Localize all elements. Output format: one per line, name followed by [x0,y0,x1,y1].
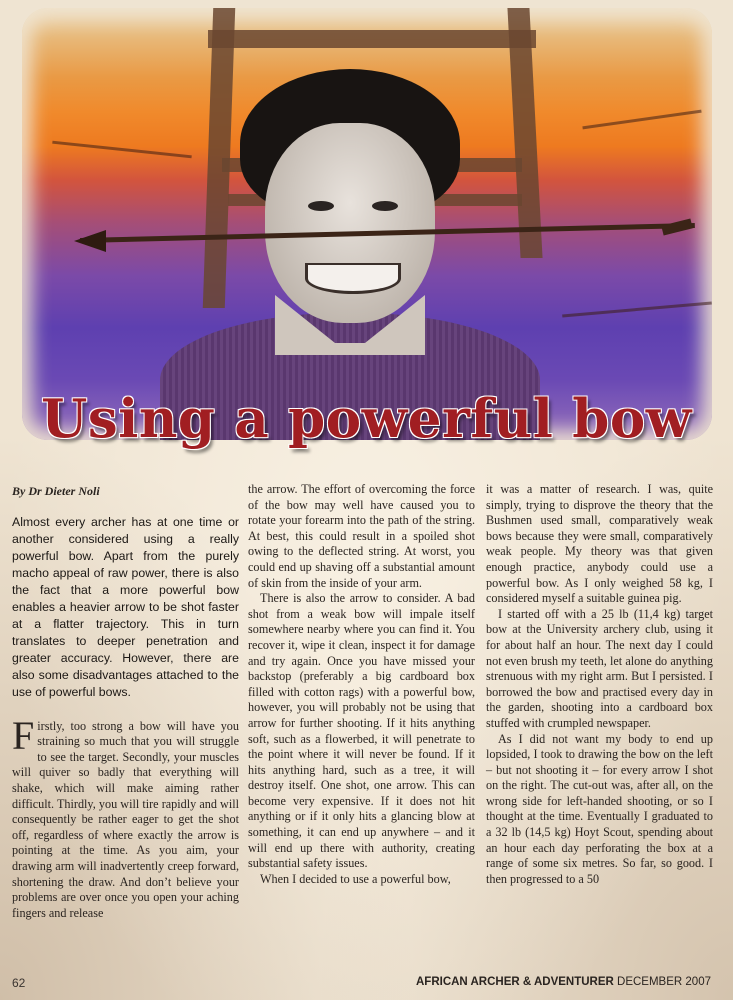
body-paragraph: the arrow. The effort of overcoming the force of the bow may well have caused you to rotate your forearm into the path of the string. At best, this could result in a spoiled shot owing to the deflected string. At worst, you could end up shaving off a substantial amount of skin from the inside of your arm. [248,482,475,590]
magazine-footer [416,976,711,988]
body-paragraph: As I did not want my body to end up lopsided, I took to drawing the bow on the left – but not shooting it – for every arrow I shot on the right. The cut-out was, after all, on the wrong side for left-handed shooting, or so I thought at the time. Eventually I graduated to a 32 lb (14,5 kg) Hoyt Scout, spending about an hour each day perforating the box at a range of some six metres. So far, so good. I then progressed to a 50 [486,731,713,886]
body-paragraph [12,712,239,922]
hero-photo [22,8,712,440]
floor-board-line [562,301,712,317]
arrow-fletching [661,219,693,236]
body-text: irstly, too strong a bow will have you straining so much that you will struggle to see the target. Secondly, your muscles will quiver so badly that everything will shake, which will make aiming rather difficult. Thirdly, you will tire rapidly and will consequently be rather eager to get the shot off, regardless of where exactly the arrow is pointing at the time. As you aim, your drawing arm will inadvertently creep forward, shortening the draw. And don’t believe your problems are over once you open your aching fingers and release [12,718,239,920]
issue-date: DECEMBER 2007 [617,976,711,988]
smile [305,263,401,294]
floor-board-line [582,110,701,130]
body-paragraph: I started off with a 25 lb (11,4 kg) target bow at the University archery club, using it for about half an hour. The next day I could not even brush my teeth, let alone do anything strenuous with my right arm. But I persisted. I borrowed the bow and practised every day in the garden, shooting into a cardboard box stuffed with crumpled newspaper. [486,606,713,730]
text-column-2 [248,482,475,887]
page-number: 62 [12,976,26,990]
ladder-frame [208,30,536,48]
magazine-name: AFRICAN ARCHER & ADVENTURER [415,976,614,988]
text-column-1 [12,482,239,921]
text-column-3 [486,482,713,887]
intro-paragraph: Almost every archer has at one time or another considered using a really powerful bow. Apart from the purely macho appeal of raw power, there is also the fact that a more powerful bow enables a heavier arrow to be shot faster at a flatter trajectory. This in turn translates to deeper penetration and greater accuracy. However, there are also some disadvantages attached to the use of powerful bows. [12,514,239,699]
eye [372,201,398,211]
body-paragraph: When I decided to use a powerful bow, [260,871,451,886]
article-title: Using a powerful bow [41,388,692,450]
drop-cap: F [12,712,35,758]
portrait-man [160,63,540,440]
body-paragraph: it was a matter of research. I was, quite simply, trying to disprove the theory that the Bushmen used small, comparatively weak bows because they were small, comparatively weak people. My theory was that given enough practice, anybody could use a powerful bow. As I only weighed 58 kg, I considered myself a suitable guinea pig. [486,482,713,606]
body-paragraph: There is also the arrow to consider. A bad shot from a weak bow will impale itself somewhere nearby where you can find it. You recover it, wipe it clean, inspect it for damage and try again. Once you have missed your backstop (preferably a big cardboard box filled with cotton rags) with a powerful bow, however, you will probably not be using that arrow for further shooting. If it hits anything soft, such as a flowerbed, it will penetrate to the point where it will never be found. If it hits anything hard, such as a tree, it will destroy itself. One shot, one arrow. This can become very expensive. If it does not hit anything or if it only hits a glancing blow at something, it can end up anywhere – and it will end up there with authority, creating substantial safety issues. [248,591,475,871]
byline: By Dr Dieter Noli [12,484,100,498]
eye [308,201,334,211]
arrow-head [74,230,106,252]
